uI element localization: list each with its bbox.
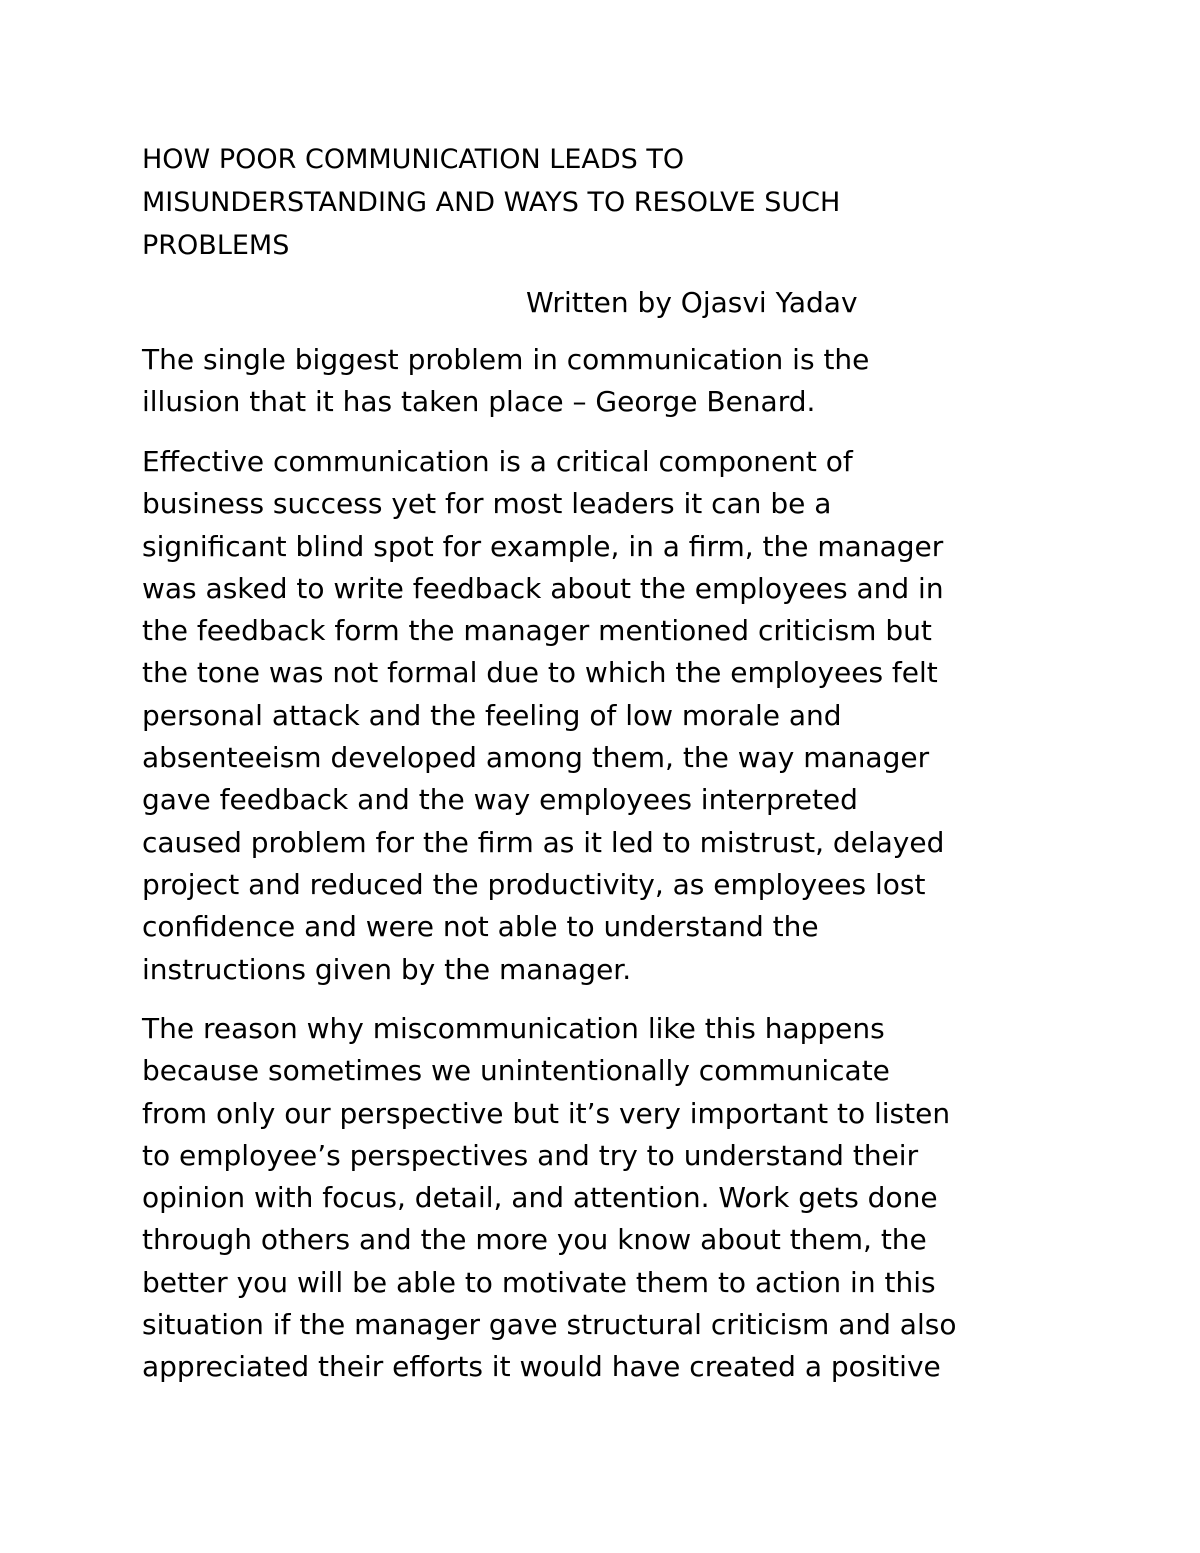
- paragraph-line: illusion that it has taken place – George Benard.: [142, 385, 816, 419]
- paragraph-line: confidence and were not able to understand the: [142, 910, 819, 944]
- title-line: MISUNDERSTANDING AND WAYS TO RESOLVE SUCH: [142, 187, 841, 218]
- title-line: PROBLEMS: [142, 230, 290, 261]
- paragraph-line: personal attack and the feeling of low morale and: [142, 698, 842, 732]
- paragraph-line: the tone was not formal due to which the employees felt: [142, 656, 938, 690]
- paragraph-line: absenteeism developed among them, the way manager: [142, 741, 930, 775]
- paragraph-line: was asked to write feedback about the employees and in: [142, 571, 944, 605]
- paragraph-line: The reason why miscommunication like this happens: [142, 1012, 885, 1045]
- title-line: HOW POOR COMMUNICATION LEADS TO: [142, 144, 685, 175]
- body-paragraph: [142, 441, 1082, 991]
- paragraph-line: situation if the manager gave structural criticism and also: [142, 1308, 957, 1342]
- paragraph-line: to employee’s perspectives and try to understand their: [142, 1138, 919, 1172]
- paragraph-line: because sometimes we unintentionally communicate: [142, 1054, 890, 1088]
- paragraph-line: The single biggest problem in communication is the: [142, 343, 870, 376]
- paragraph-line: business success yet for most leaders it can be a: [142, 487, 832, 521]
- paragraph-line: project and reduced the productivity, as employees lost: [142, 867, 926, 901]
- paragraph-line: appreciated their efforts it would have created a positive: [142, 1350, 941, 1384]
- quote-paragraph: [142, 339, 1082, 424]
- paragraph-line: from only our perspective but it’s very important to listen: [142, 1096, 951, 1130]
- paragraph-line: opinion with focus, detail, and attention. Work gets done: [142, 1181, 938, 1215]
- body-paragraph: [142, 1008, 1082, 1389]
- paragraph-line: instructions given by the manager.: [142, 952, 632, 986]
- paragraph-line: Effective communication is a critical component of: [142, 445, 853, 478]
- paragraph-line: through others and the more you know about them, the: [142, 1223, 927, 1257]
- author-byline: Written by Ojasvi Yadav: [526, 286, 858, 319]
- document-title: [142, 138, 1082, 267]
- paragraph-line: significant blind spot for example, in a firm, the manager: [142, 529, 944, 563]
- paragraph-line: gave feedback and the way employees interpreted: [142, 783, 858, 817]
- paragraph-line: the feedback form the manager mentioned criticism but: [142, 614, 932, 648]
- paragraph-line: caused problem for the firm as it led to mistrust, delayed: [142, 825, 945, 859]
- paragraph-line: better you will be able to motivate them to action in this: [142, 1265, 936, 1299]
